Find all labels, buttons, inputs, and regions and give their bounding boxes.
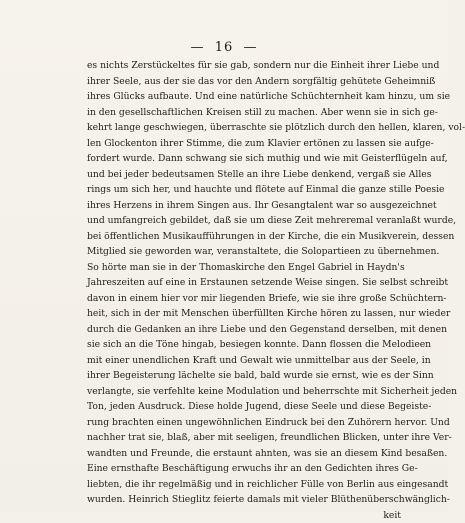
- text-line: rings um sich her, und hauchte und flötete auf Einmal die ganze stille Poesie: [87, 182, 401, 198]
- text-line: verlangte, sie verfehlte keine Modulation und beherrschte mit Sicherheit jeden: [87, 384, 401, 400]
- text-line: und bei jeder bedeutsamen Stelle an ihre Liebe denkend, vergaß sie Alles: [87, 167, 401, 183]
- page-number-value: 16: [215, 40, 234, 55]
- text-line: kehrt lange geschwiegen, überraschte sie plötzlich durch den hellen, klaren, vol-: [87, 120, 401, 136]
- text-line: Jahreszeiten auf eine in Erstaunen setzende Weise singen. Sie selbst schreibt: [87, 275, 401, 291]
- text-line: Eine ernsthafte Beschäftigung erwuchs ihr an den Gedichten ihres Ge-: [87, 461, 401, 477]
- page-number: — 16 —: [0, 40, 448, 55]
- text-line: fordert wurde. Dann schwang sie sich muthig und wie mit Geisterflügeln auf,: [87, 151, 401, 167]
- text-line: in den gesellschaftlichen Kreisen still zu machen. Aber wenn sie in sich ge-: [87, 105, 401, 121]
- text-line: ihrer Seele, aus der sie das vor den Andern sorgfältig gehütete Geheimniß: [87, 74, 401, 90]
- text-line: davon in einem hier vor mir liegenden Briefe, wie sie ihre große Schüchtern-: [87, 291, 401, 307]
- text-line: durch die Gedanken an ihre Liebe und den Gegenstand derselben, mit denen: [87, 322, 401, 338]
- text-line: Ton, jeden Ausdruck. Diese holde Jugend, diese Seele und diese Begeiste-: [87, 399, 401, 415]
- text-line: So hörte man sie in der Thomaskirche den Engel Gabriel in Haydn's: [87, 260, 401, 276]
- text-line: bei öffentlichen Musikaufführungen in der Kirche, die ein Musikverein, dessen: [87, 229, 401, 245]
- text-line: und umfangreich gebildet, daß sie um diese Zeit mehreremal veranlaßt wurde,: [87, 213, 401, 229]
- text-line: nachher trat sie, blaß, aber mit seeligen, freundlichen Blicken, unter ihre Ver-: [87, 430, 401, 446]
- text-line: sie sich an die Töne hingab, besiegen konnte. Dann flossen die Melodieen: [87, 337, 401, 353]
- text-line: Mitglied sie geworden war, veranstaltete, die Solopartieen zu übernehmen.: [87, 244, 401, 260]
- text-line: ihres Herzens in ihrem Singen aus. Ihr Gesangtalent war so ausgezeichnet: [87, 198, 401, 214]
- text-line: heit, sich in der mit Menschen überfüllten Kirche hören zu lassen, nur wieder: [87, 306, 401, 322]
- body-text: [87, 58, 401, 523]
- text-line: rung brachten einen ungewöhnlichen Eindruck bei den Zuhörern hervor. Und: [87, 415, 401, 431]
- text-line: len Glockenton ihrer Stimme, die zum Klavier ertönen zu lassen sie aufge-: [87, 136, 401, 152]
- catchword: keit: [87, 508, 401, 523]
- text-line: es nichts Zerstückeltes für sie gab, sondern nur die Einheit ihrer Liebe und: [87, 58, 401, 74]
- text-line: wurden. Heinrich Stieglitz feierte damals mit vieler Blüthenüberschwänglich-: [87, 492, 401, 508]
- text-line: liebten, die ihr regelmäßig und in reichlicher Fülle von Berlin aus eingesandt: [87, 477, 401, 493]
- text-line: wandten und Freunde, die erstaunt ahnten, was sie an diesem Kind besaßen.: [87, 446, 401, 462]
- text-line: ihres Glücks aufbaute. Und eine natürliche Schüchternheit kam hinzu, um sie: [87, 89, 401, 105]
- text-line: mit einer unendlichen Kraft und Gewalt wie unmittelbar aus der Seele, in: [87, 353, 401, 369]
- text-line: ihrer Begeisterung lächelte sie bald, bald wurde sie ernst, wie es der Sinn: [87, 368, 401, 384]
